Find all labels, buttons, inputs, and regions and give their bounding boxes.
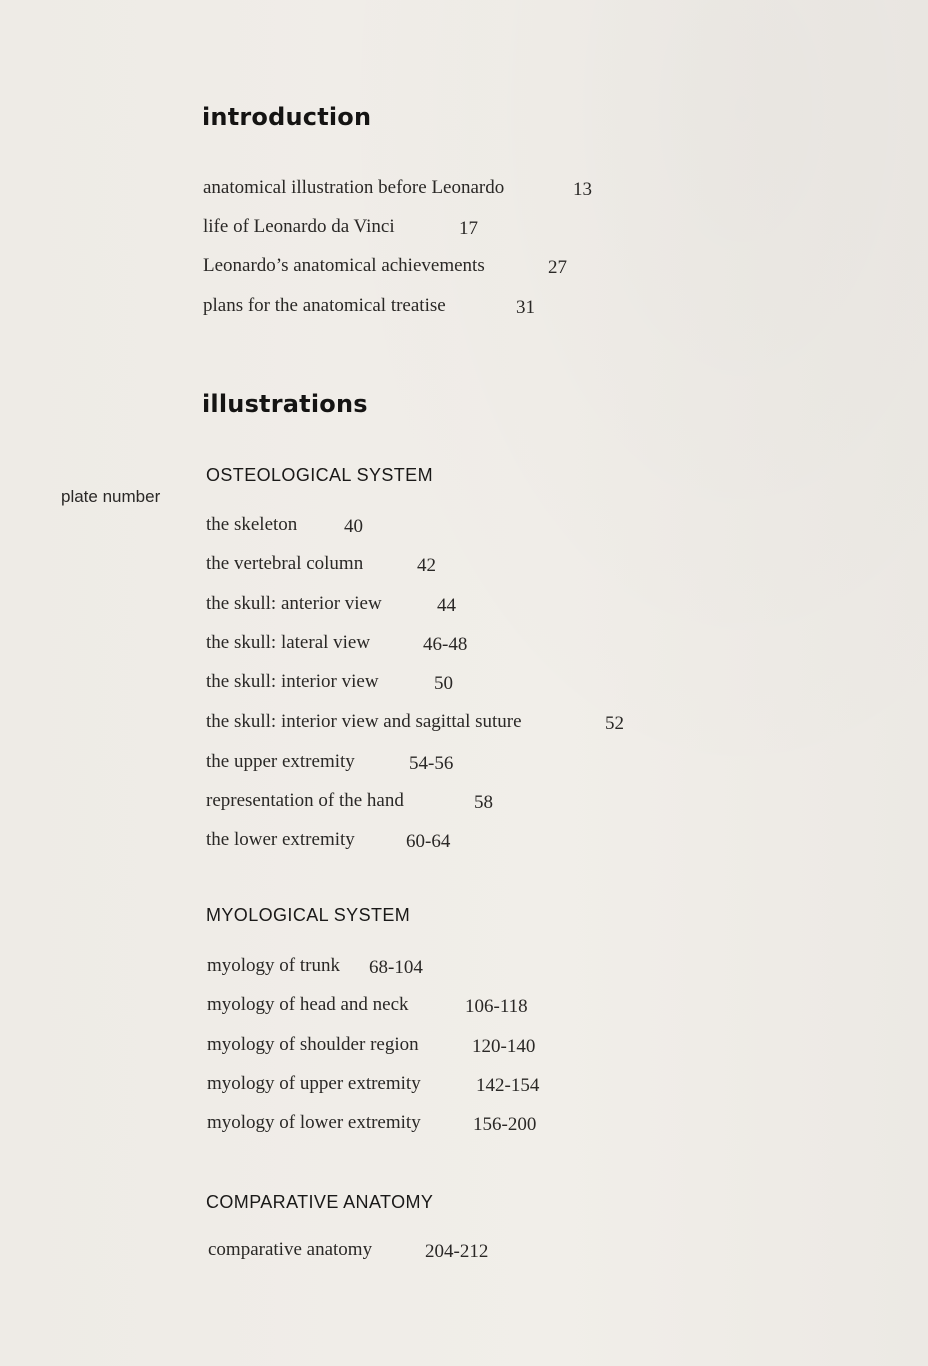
entry-page: 52 — [605, 713, 624, 734]
entry-page: 44 — [437, 595, 456, 616]
entry-title: comparative anatomy — [208, 1239, 373, 1260]
plate-number-header: plate number — [61, 487, 161, 506]
entry-title: the upper extremity — [206, 751, 355, 772]
entry-title: the skull: anterior view — [206, 593, 382, 614]
entry-title: myology of trunk — [207, 955, 340, 976]
entry-page: 54-56 — [409, 753, 454, 774]
entry-title: plans for the anatomical treatise — [203, 295, 446, 316]
section-heading-osteological: OSTEOLOGICAL SYSTEM — [206, 465, 433, 485]
entry-page: 31 — [516, 297, 535, 318]
entry-title: myology of shoulder region — [207, 1034, 419, 1055]
entry-page: 120-140 — [472, 1036, 536, 1057]
entry-title: representation of the hand — [206, 790, 404, 811]
entry-page: 68-104 — [369, 957, 423, 978]
entry-page: 17 — [459, 218, 478, 239]
entry-title: the skull: interior view and sagittal suture — [206, 711, 522, 732]
entry-page: 27 — [548, 257, 567, 278]
entry-page: 204-212 — [425, 1241, 489, 1262]
entry-page: 58 — [474, 792, 493, 813]
entry-title: the skull: lateral view — [206, 632, 371, 653]
entry-page: 106-118 — [465, 996, 528, 1017]
entry-page: 13 — [573, 179, 592, 200]
entry-title: the vertebral column — [206, 553, 364, 574]
entry-title: anatomical illustration before Leonardo — [203, 177, 505, 198]
entry-page: 46-48 — [423, 634, 468, 655]
entry-page: 60-64 — [406, 831, 451, 852]
illustrations-heading: illustrations — [202, 390, 368, 418]
entry-title: myology of upper extremity — [207, 1073, 421, 1094]
entry-title: the skull: interior view — [206, 671, 379, 692]
entry-page: 40 — [344, 516, 363, 537]
entry-title: life of Leonardo da Vinci — [203, 216, 395, 237]
entry-title: myology of head and neck — [207, 994, 409, 1015]
introduction-heading: introduction — [202, 103, 372, 131]
entry-page: 156-200 — [473, 1114, 537, 1135]
entry-page: 50 — [434, 673, 453, 694]
entry-title: the lower extremity — [206, 829, 355, 850]
section-heading-myological: MYOLOGICAL SYSTEM — [206, 905, 411, 925]
entry-page: 42 — [417, 555, 436, 576]
entry-title: Leonardo’s anatomical achievements — [203, 255, 485, 276]
entry-title: the skeleton — [206, 514, 298, 535]
entry-page: 142-154 — [476, 1075, 540, 1096]
section-heading-comparative: COMPARATIVE ANATOMY — [206, 1192, 434, 1212]
entry-title: myology of lower extremity — [207, 1112, 421, 1133]
